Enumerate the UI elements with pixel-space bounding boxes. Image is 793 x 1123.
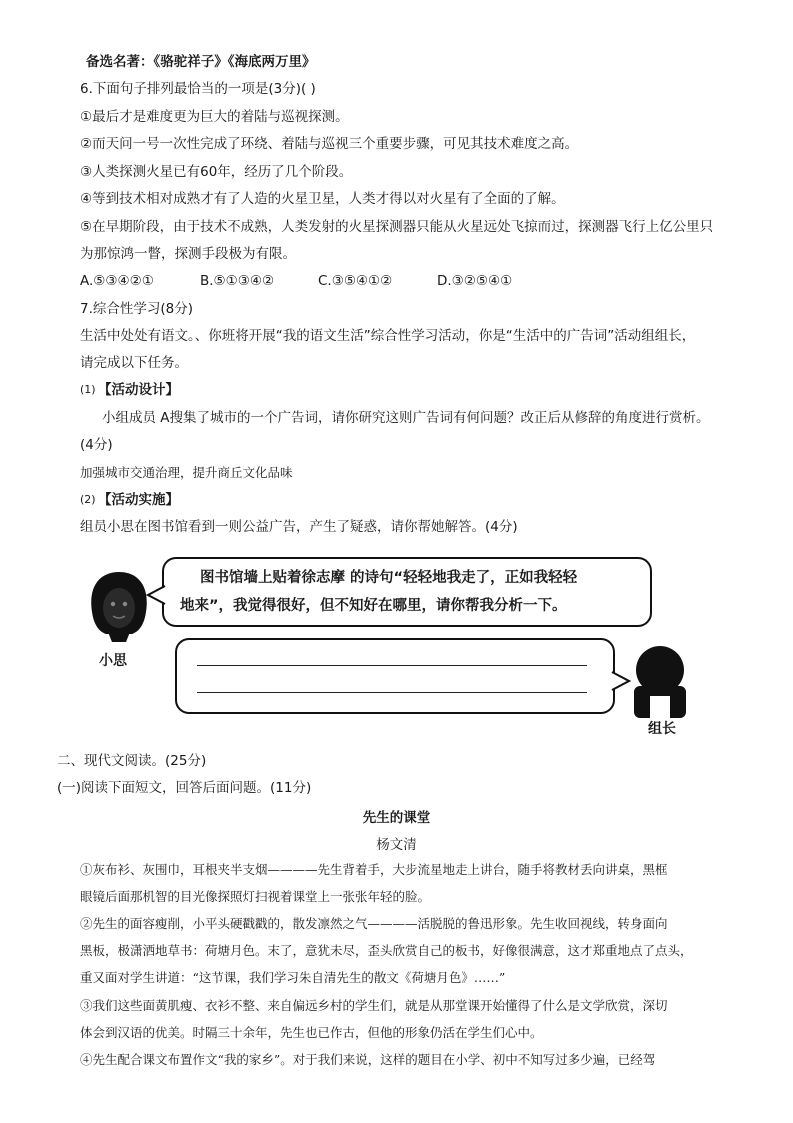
bubble-line: 地来”，我觉得很好，但不知好在哪里，请你帮我分析一下。 bbox=[180, 598, 567, 614]
q6-sentence: ⑤在早期阶段，由于技术不成熟，人类发射的火星探测器只能从火星远处飞掠而过，探测器飞行上亿公里只 bbox=[80, 219, 714, 235]
q6-sentence: ①最后才是难度更为巨大的着陆与巡视探测。 bbox=[80, 109, 349, 125]
leader-answer-bubble bbox=[175, 638, 615, 714]
leader-avatar-icon bbox=[626, 640, 694, 718]
article-paragraph-line: 黑板，极潇洒地草书：荷塘月色。末了，意犹未尽，歪头欣赏自己的板书，好像很满意，这才郑重地点了点头， bbox=[80, 943, 693, 958]
q7-intro-line: 请完成以下任务。 bbox=[80, 355, 188, 371]
q6-option-d: D.③②⑤④① bbox=[437, 273, 513, 289]
q6-sentence: ②而天问一号一次性完成了环绕、着陆与巡视三个重要步骤，可见其技术难度之高。 bbox=[80, 136, 579, 152]
q6-stem: 6.下面句子排列最恰当的一项是(3分)( ) bbox=[80, 81, 316, 97]
section2-subheading: (一)阅读下面短文，回答后面问题。(11分) bbox=[57, 780, 312, 796]
q7-part1-number: (1) bbox=[80, 383, 96, 396]
section2-heading: 二、现代文阅读。(25分) bbox=[57, 753, 207, 769]
article-paragraph-line: 体会到汉语的优美。时隔三十余年，先生也已作古，但他的形象仍活在学生们心中。 bbox=[80, 1025, 543, 1040]
q7-title: 7.综合性学习(8分) bbox=[80, 301, 194, 317]
notice-text: 备选名著：《骆驼祥子》《海底两万里》 bbox=[86, 54, 316, 70]
answer-blank-line[interactable] bbox=[197, 665, 587, 666]
answer-blank-line[interactable] bbox=[197, 692, 587, 693]
q6-option-c: C.③⑤④①② bbox=[318, 273, 393, 289]
bubble-line: 图书馆墙上贴着徐志摩 的诗句“轻轻地我走了，正如我轻轻 bbox=[200, 570, 578, 586]
article-paragraph-line: 重又面对学生讲道：“这节课，我们学习朱自清先生的散文《荷塘月色》……” bbox=[80, 970, 506, 985]
q7-part1-title: 【活动设计】 bbox=[98, 382, 179, 398]
q7-intro-line: 生活中处处有语文。、你班将开展“我的语文生活”综合性学习活动，你是“生活中的广告词”活动组组长， bbox=[80, 328, 696, 344]
q6-sentence: 为那惊鸿一瞥，探测手段极为有限。 bbox=[80, 246, 296, 262]
leader-label: 组长 bbox=[648, 721, 676, 737]
q7-part1-text: 小组成员 A搜集了城市的一个广告词，请你研究这则广告词有何问题？改正后从修辞的角度进行赏析。 bbox=[102, 410, 710, 426]
q7-slogan: 加强城市交通治理，提升商丘文化品味 bbox=[80, 465, 293, 480]
q7-part2-title: 【活动实施】 bbox=[98, 492, 179, 508]
article-paragraph-line: ①灰布衫、灰围巾，耳根夹半支烟————先生背着手，大步流星地走上讲台，随手将教材丢向讲桌，黑框 bbox=[80, 862, 668, 877]
xiaosi-avatar-icon bbox=[86, 568, 152, 648]
article-paragraph-line: ③我们这些面黄肌瘦、衣衫不整、来自偏远乡村的学生们，就是从那堂课开始懂得了什么是文学欣赏，深切 bbox=[80, 998, 668, 1013]
article-title: 先生的课堂 bbox=[362, 810, 431, 826]
q6-sentence: ③人类探测火星已有60年，经历了几个阶段。 bbox=[80, 164, 353, 180]
article-paragraph-line: 眼镜后面那机智的目光像探照灯扫视着课堂上一张张年轻的脸。 bbox=[80, 889, 431, 904]
q6-option-a: A.⑤③④②① bbox=[80, 273, 154, 289]
q6-sentence: ④等到技术相对成熟才有了人造的火星卫星，人类才得以对火星有了全面的了解。 bbox=[80, 191, 565, 207]
q7-part2-text: 组员小思在图书馆看到一则公益广告，产生了疑惑，请你帮她解答。(4分) bbox=[80, 519, 518, 535]
bubble-tail-left bbox=[146, 584, 166, 606]
article-paragraph-line: ②先生的面容瘦削，小平头硬戳戳的，散发凛然之气————活脱脱的鲁迅形象。先生收回视线，转身面向 bbox=[80, 916, 668, 931]
article-paragraph-line: ④先生配合课文布置作文“我的家乡”。对于我们来说，这样的题目在小学、初中不知写过多少遍，已经驾 bbox=[80, 1052, 656, 1067]
xiaosi-label: 小思 bbox=[99, 653, 127, 669]
q7-part2-number: (2) bbox=[80, 493, 96, 506]
article-author: 杨文清 bbox=[376, 837, 417, 853]
q6-option-b: B.⑤①③④② bbox=[200, 273, 275, 289]
q7-part1-score: (4分) bbox=[80, 437, 113, 453]
